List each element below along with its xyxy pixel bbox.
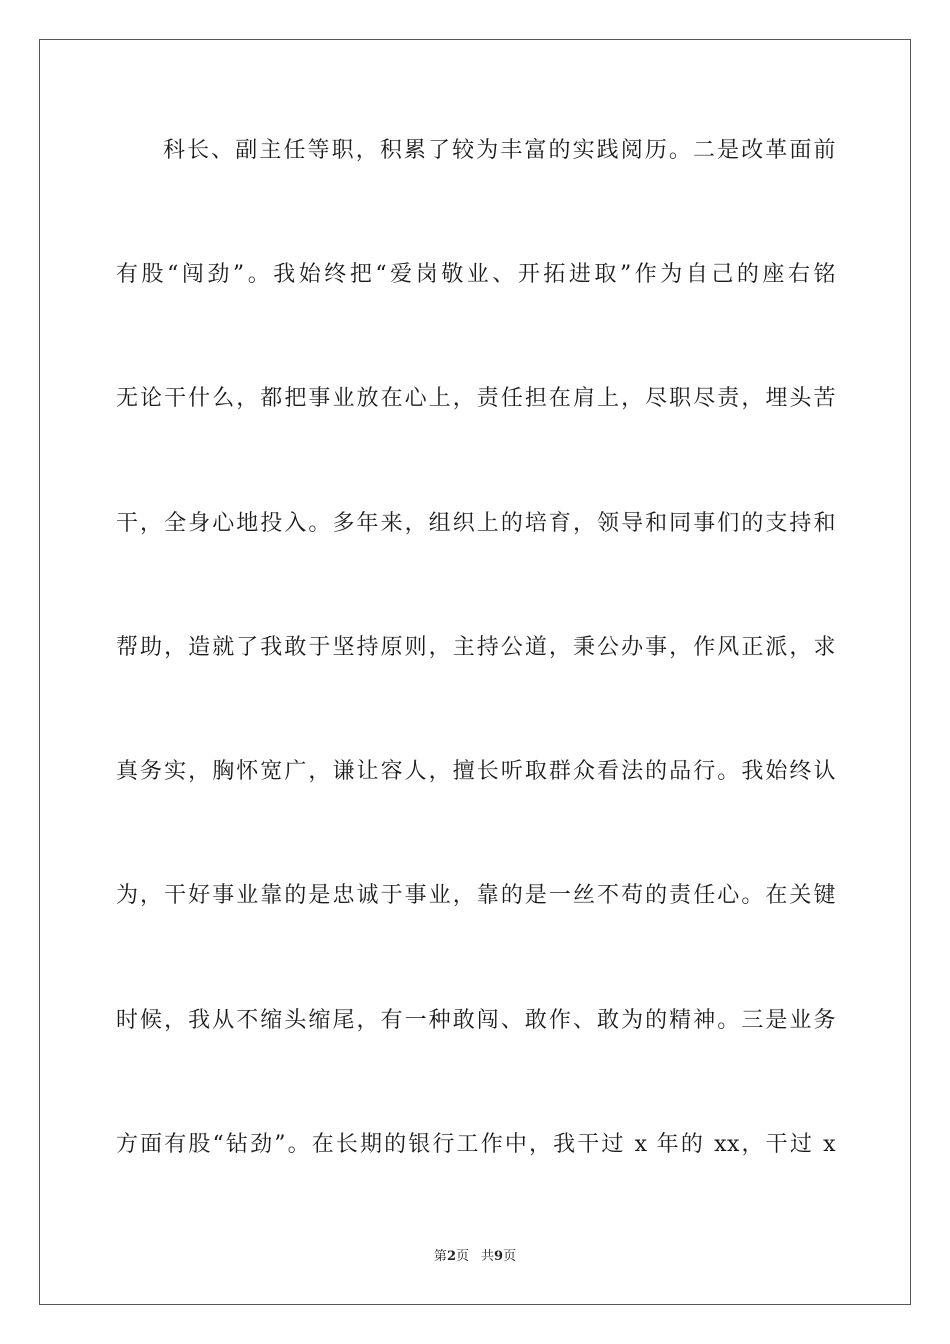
body-text-line: 为，干好事业靠的是忠诚于事业，靠的是一丝不苟的责任心。在关键 [116,883,836,908]
body-text-line: 帮助，造就了我敢于坚持原则，主持公道，秉公办事，作风正派，求 [116,635,836,660]
page-suffix: 页 [455,1249,469,1264]
body-text-line: 时候，我从不缩头缩尾，有一种敢闯、敢作、敢为的精神。三是业务 [116,1008,836,1033]
body-text-line: 科长、副主任等职，积累了较为丰富的实践阅历。二是改革面前 [163,138,836,163]
body-text-line: 真务实，胸怀宽广，谦让容人，擅长听取群众看法的品行。我始终认 [116,759,836,784]
body-text-line: 有股“闯劲”。我始终把“爱岗敬业、开拓进取”作为自己的座右铭 [116,262,836,287]
body-text-line: 无论干什么，都把事业放在心上，责任担在肩上，尽职尽责，埋头苦 [116,386,836,411]
total-prefix: 共 [481,1249,495,1264]
page-footer [0,1248,950,1266]
current-page-number: 2 [446,1249,456,1264]
total-pages-number: 9 [494,1249,504,1264]
page-prefix: 第 [433,1249,447,1264]
page-border [39,39,911,1305]
body-text-line: 方面有股“钻劲”。在长期的银行工作中，我干过 x 年的 xx，干过 x [116,1132,836,1157]
total-suffix: 页 [503,1249,517,1264]
body-text-line: 干，全身心地投入。多年来，组织上的培育，领导和同事们的支持和 [116,511,836,536]
